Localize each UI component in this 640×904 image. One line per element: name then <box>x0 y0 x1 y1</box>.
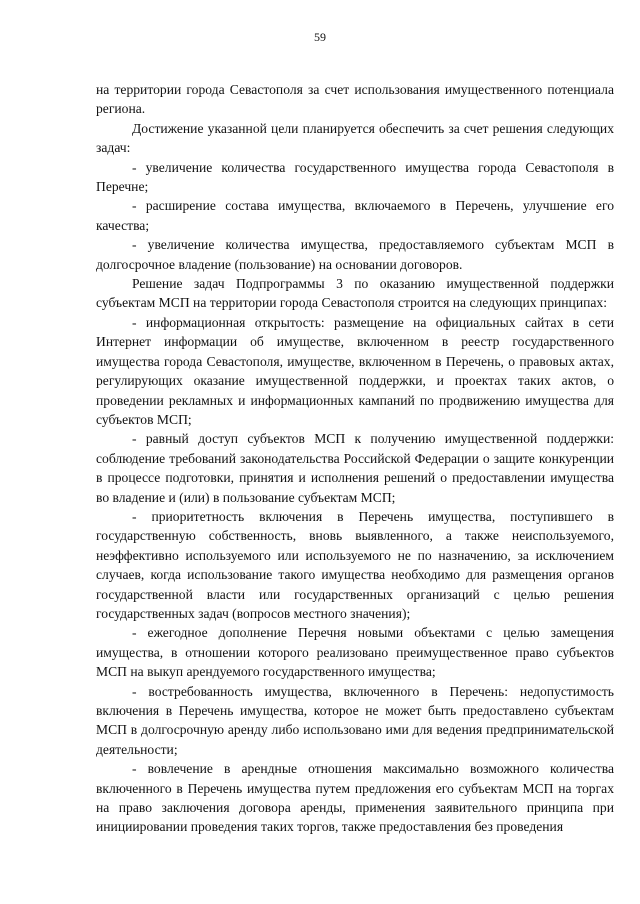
principle-item: - востребованность имущества, включенного в Перечень: недопустимость включения в Перечень имущества, которое не может быть предоставлено субъектам МСП в долгосрочную аренду либо использовано ими для ведения предпринимательской деятельности; <box>96 683 614 757</box>
continuation-paragraph: на территории города Севастополя за счет использования имущественного потенциала региона. <box>96 82 614 117</box>
page-number: 59 <box>314 30 326 44</box>
task-item: - расширение состава имущества, включаемого в Перечень, улучшение его качества; <box>96 198 614 233</box>
document-body <box>96 80 614 837</box>
principle-item: - ежегодное дополнение Перечня новыми объектами с целью замещения имущества, в отношении которого реализовано преимущественное право субъектов МСП на выкуп арендуемого государственного имущества; <box>96 625 614 680</box>
principles-paragraph: Решение задач Подпрограммы 3 по оказанию имущественной поддержки субъектам МСП на территории города Севастополя строится на следующих принципах: <box>96 276 614 311</box>
principle-item: - приоритетность включения в Перечень имущества, поступившего в государственную собственность, вновь выявленного, а также неиспользуемого, неэффективно используемого или используемого не по назначению, за исключением случаев, когда использование такого имущества необходимо для размещения органов государственной власти или государственных организаций с целью решения государственных задач (вопросов местного значения); <box>96 508 614 621</box>
goal-paragraph: Достижение указанной цели планируется обеспечить за счет решения следующих задач: <box>96 120 614 156</box>
task-item: - увеличение количества имущества, предоставляемого субъектам МСП в долгосрочное владение (пользование) на основании договоров. <box>96 237 614 272</box>
task-item: - увеличение количества государственного имущества города Севастополя в Перечне; <box>96 159 614 195</box>
principle-item: - информационная открытость: размещение на официальных сайтах в сети Интернет информации об имуществе, включенном в реестр государственного имущества города Севастополя, имуществе, включенном в Перечень, о правовых актах, регулирующих оказание имущественной поддержки, и проектах таких актов, о проведении рекламных и информационных кампаний по продвижению имущества для субъектов МСП; <box>96 314 614 427</box>
principle-item: - вовлечение в арендные отношения максимально возможного количества включенного в Перечень имущества путем предложения его субъектам МСП на торгах на право заключения договора аренды, применения заявительного принципа при инициировании проведения таких торгов, также предоставления без проведения <box>96 761 614 835</box>
principle-item: - равный доступ субъектов МСП к получению имущественной поддержки: соблюдение требований законодательства Российской Федерации о защите конкуренции в процессе подготовки, принятия и исполнения решений о предоставлении имущества во владение и (или) в пользование субъектам МСП; <box>96 431 614 505</box>
